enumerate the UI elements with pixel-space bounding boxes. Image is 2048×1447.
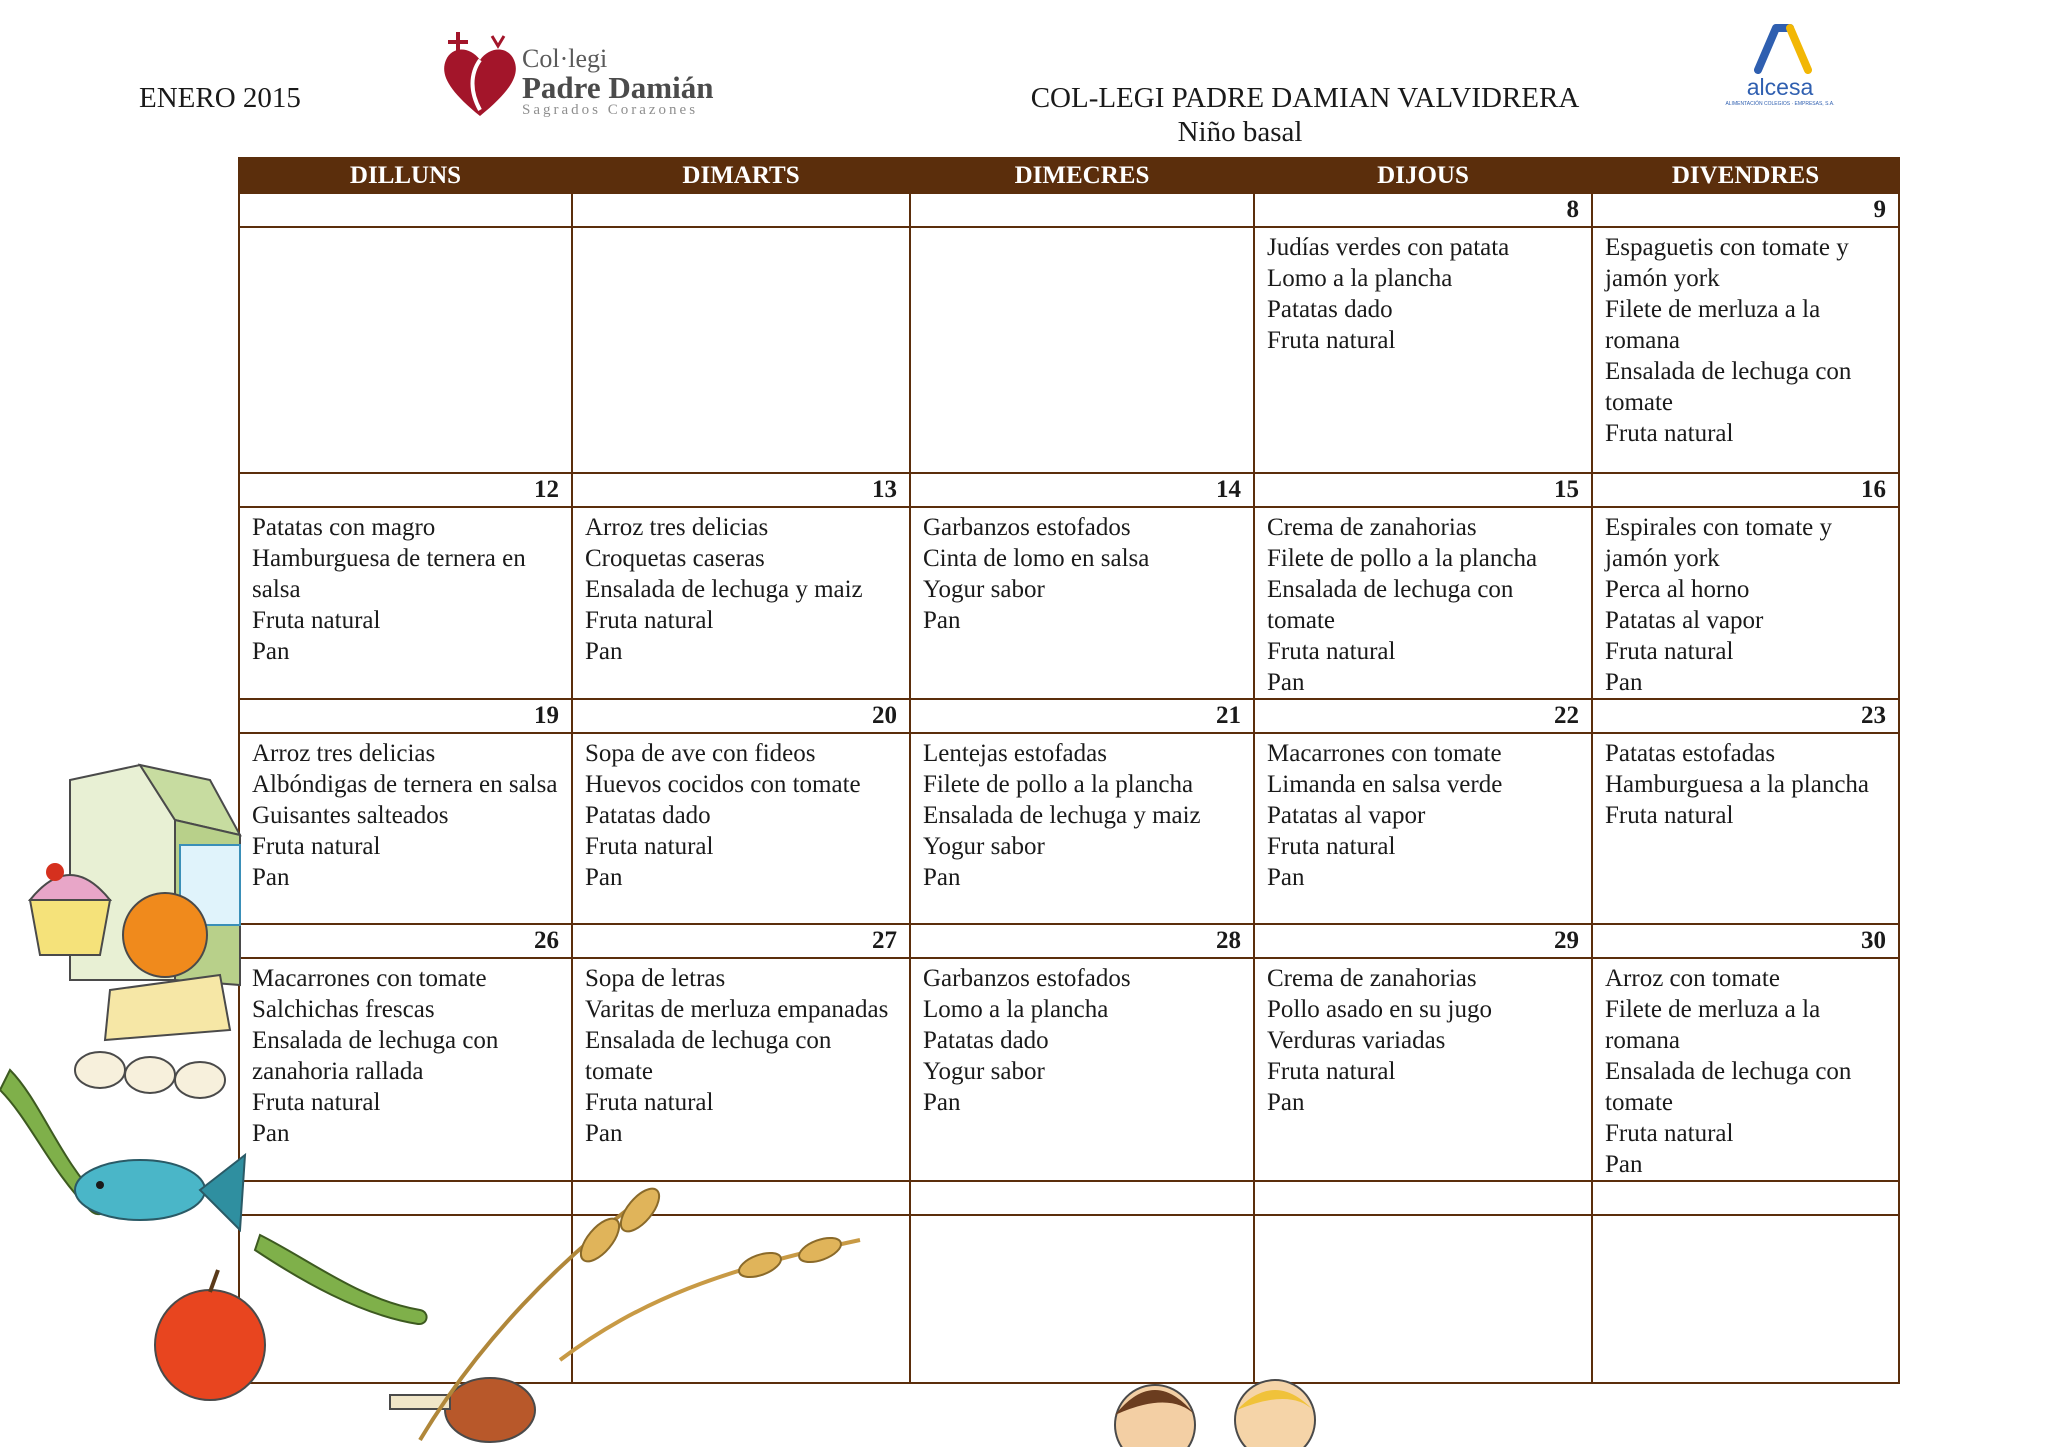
meal-item: Guisantes salteados xyxy=(252,802,449,829)
meal-item: Lomo a la plancha xyxy=(1267,265,1453,292)
day-menu-cell xyxy=(1592,958,1899,1181)
meal-item: Pollo asado en su jugo xyxy=(1267,996,1492,1023)
day-number: 9 xyxy=(1592,193,1899,227)
day-number: 20 xyxy=(572,699,910,733)
meal-item: Cinta de lomo en salsa xyxy=(923,545,1150,572)
day-number: 21 xyxy=(910,699,1254,733)
meal-item: Ensalada de lechuga con tomate xyxy=(585,1027,832,1085)
supplier-tagline: ALIMENTACIÓN COLEGIOS · EMPRESAS, S.A. xyxy=(1725,101,1835,107)
meal-item: Fruta natural xyxy=(1605,1120,1734,1147)
day-number: 26 xyxy=(239,924,572,958)
orange-icon xyxy=(123,893,207,977)
day-number xyxy=(239,193,572,227)
fish-icon xyxy=(75,1155,245,1230)
meal-item: Patatas dado xyxy=(585,802,711,829)
meal-item: Patatas al vapor xyxy=(1267,802,1426,829)
supplier-logo xyxy=(1720,22,1840,112)
school-logo xyxy=(440,30,740,120)
meal-item: Pan xyxy=(585,864,623,891)
date-row xyxy=(239,473,1899,507)
meal-item: Crema de zanahorias xyxy=(1267,514,1477,541)
meal-item: Albóndigas de ternera en salsa xyxy=(252,771,558,798)
meal-item: Pan xyxy=(1605,1151,1643,1178)
day-menu-cell xyxy=(1254,1215,1592,1383)
meal-item: Pan xyxy=(252,864,290,891)
meal-item: Fruta natural xyxy=(585,833,714,860)
meal-item: Pan xyxy=(252,638,290,665)
meal-item: Fruta natural xyxy=(585,607,714,634)
day-number xyxy=(910,193,1254,227)
weekday-header: DILLUNS xyxy=(239,158,572,193)
meal-item: Pan xyxy=(1267,669,1305,696)
meal-item: Fruta natural xyxy=(252,607,381,634)
day-number: 13 xyxy=(572,473,910,507)
school-logo-line2: Padre Damián xyxy=(522,70,714,105)
meal-item: Fruta natural xyxy=(1267,833,1396,860)
day-number xyxy=(910,1181,1254,1215)
meal-item: Ensalada de lechuga y maiz xyxy=(923,802,1201,829)
meal-item: Arroz tres delicias xyxy=(252,740,436,767)
meal-item: Fruta natural xyxy=(1267,1058,1396,1085)
meal-item: Croquetas caseras xyxy=(585,545,765,572)
school-logo-line3: Sagrados Corazones xyxy=(522,102,699,118)
meal-item: Pan xyxy=(1267,864,1305,891)
meal-item: Sopa de ave con fideos xyxy=(585,740,816,767)
day-menu-cell xyxy=(1592,227,1899,473)
meal-item: Varitas de merluza empanadas xyxy=(585,996,889,1023)
day-number: 16 xyxy=(1592,473,1899,507)
meal-item: Filete de pollo a la plancha xyxy=(1267,545,1538,572)
meal-item: Fruta natural xyxy=(585,1089,714,1116)
meal-item: Patatas estofadas xyxy=(1605,740,1776,767)
month-label: ENERO 2015 xyxy=(139,82,301,114)
day-number: 22 xyxy=(1254,699,1592,733)
weekday-header: DIVENDRES xyxy=(1592,158,1899,193)
meal-item: Fruta natural xyxy=(252,1089,381,1116)
meal-item: Yogur sabor xyxy=(923,833,1045,860)
day-menu-cell xyxy=(910,958,1254,1181)
day-number xyxy=(572,193,910,227)
day-number: 27 xyxy=(572,924,910,958)
weekday-header: DIMECRES xyxy=(910,158,1254,193)
day-number: 29 xyxy=(1254,924,1592,958)
day-menu-cell xyxy=(1254,733,1592,924)
meal-item: Garbanzos estofados xyxy=(923,514,1131,541)
day-menu-cell xyxy=(910,1215,1254,1383)
meal-item: Lentejas estofadas xyxy=(923,740,1107,767)
day-number: 15 xyxy=(1254,473,1592,507)
meal-item: Patatas al vapor xyxy=(1605,607,1764,634)
weekday-header: DIJOUS xyxy=(1254,158,1592,193)
day-number xyxy=(1592,1181,1899,1215)
day-menu-cell xyxy=(910,507,1254,699)
meal-item: Pan xyxy=(923,1089,961,1116)
day-number: 23 xyxy=(1592,699,1899,733)
weekday-header: DIMARTS xyxy=(572,158,910,193)
children-illustration xyxy=(1100,1370,1330,1447)
child-face-icon xyxy=(1235,1380,1315,1447)
day-menu-cell xyxy=(572,227,910,473)
apple-icon xyxy=(155,1270,265,1400)
meal-item: Filete de merluza a la romana xyxy=(1605,996,1821,1054)
day-number xyxy=(1254,1181,1592,1215)
meal-item: Patatas dado xyxy=(923,1027,1049,1054)
meal-item: Espirales con tomate y jamón york xyxy=(1605,514,1833,572)
day-number: 14 xyxy=(910,473,1254,507)
meal-item: Filete de merluza a la romana xyxy=(1605,296,1821,354)
day-menu-cell xyxy=(1254,507,1592,699)
day-menu-cell xyxy=(1592,507,1899,699)
meal-item: Verduras variadas xyxy=(1267,1027,1446,1054)
meal-item: Filete de pollo a la plancha xyxy=(923,771,1194,798)
day-menu-cell xyxy=(910,733,1254,924)
school-logo-line1: Col·legi xyxy=(522,44,608,73)
meal-item: Macarrones con tomate xyxy=(252,965,487,992)
meal-item: Yogur sabor xyxy=(923,576,1045,603)
cheese-icon xyxy=(105,975,230,1040)
meal-item: Ensalada de lechuga con zanahoria rallada xyxy=(252,1027,499,1085)
day-number: 8 xyxy=(1254,193,1592,227)
meal-item: Judías verdes con patata xyxy=(1267,234,1510,261)
child-face-icon xyxy=(1115,1385,1195,1447)
weekday-header-row xyxy=(239,158,1899,193)
supplier-logo-mark-icon xyxy=(1720,22,1840,74)
meal-item: Hamburguesa de ternera en salsa xyxy=(252,545,526,603)
meal-item: Huevos cocidos con tomate xyxy=(585,771,861,798)
food-illustration xyxy=(0,740,900,1447)
meal-item: Pan xyxy=(252,1120,290,1147)
meal-item: Arroz tres delicias xyxy=(585,514,769,541)
day-number: 28 xyxy=(910,924,1254,958)
day-menu-cell xyxy=(1592,1215,1899,1383)
meal-item: Lomo a la plancha xyxy=(923,996,1109,1023)
meal-item: Crema de zanahorias xyxy=(1267,965,1477,992)
school-title: COL-LEGI PADRE DAMIAN VALVIDRERA xyxy=(1030,82,1580,114)
meal-item: Fruta natural xyxy=(1267,638,1396,665)
meal-row xyxy=(239,507,1899,699)
day-menu-cell xyxy=(1592,733,1899,924)
meal-item: Fruta natural xyxy=(1605,420,1734,447)
chicken-leg-icon xyxy=(390,1378,535,1442)
day-number: 30 xyxy=(1592,924,1899,958)
meal-item: Sopa de letras xyxy=(585,965,726,992)
meal-item: Fruta natural xyxy=(1605,802,1734,829)
meal-item: Pan xyxy=(1267,1089,1305,1116)
meal-item: Espaguetis con tomate y jamón york xyxy=(1605,234,1849,292)
eggs-icon xyxy=(75,1052,225,1098)
supplier-name: alcesa xyxy=(1746,74,1814,100)
meal-item: Fruta natural xyxy=(1605,638,1734,665)
meal-row xyxy=(239,227,1899,473)
meal-item: Hamburguesa a la plancha xyxy=(1605,771,1870,798)
meal-item: Arroz con tomate xyxy=(1605,965,1780,992)
meal-item: Limanda en salsa verde xyxy=(1267,771,1503,798)
meal-item: Fruta natural xyxy=(1267,327,1396,354)
menu-type-label: Niño basal xyxy=(1177,116,1303,148)
meal-item: Pan xyxy=(923,607,961,634)
date-row xyxy=(239,699,1899,733)
meal-item: Salchichas frescas xyxy=(252,996,435,1023)
meal-item: Patatas con magro xyxy=(252,514,436,541)
meal-item: Yogur sabor xyxy=(923,1058,1045,1085)
day-number: 19 xyxy=(239,699,572,733)
meal-item: Pan xyxy=(585,638,623,665)
day-menu-cell xyxy=(239,507,572,699)
date-row xyxy=(239,193,1899,227)
meal-item: Ensalada de lechuga con tomate xyxy=(1605,1058,1852,1116)
day-menu-cell xyxy=(572,507,910,699)
heart-cross-icon xyxy=(440,30,520,120)
meal-item: Ensalada de lechuga y maiz xyxy=(585,576,863,603)
meal-item: Fruta natural xyxy=(252,833,381,860)
meal-item: Pan xyxy=(1605,669,1643,696)
day-menu-cell xyxy=(239,227,572,473)
meal-item: Pan xyxy=(923,864,961,891)
meal-item: Pan xyxy=(585,1120,623,1147)
meal-item: Patatas dado xyxy=(1267,296,1393,323)
day-menu-cell xyxy=(1254,958,1592,1181)
meal-item: Garbanzos estofados xyxy=(923,965,1131,992)
meal-item: Perca al horno xyxy=(1605,576,1750,603)
day-number: 12 xyxy=(239,473,572,507)
meal-item: Ensalada de lechuga con tomate xyxy=(1605,358,1852,416)
meal-item: Macarrones con tomate xyxy=(1267,740,1502,767)
day-menu-cell xyxy=(1254,227,1592,473)
day-menu-cell xyxy=(910,227,1254,473)
meal-item: Ensalada de lechuga con tomate xyxy=(1267,576,1514,634)
